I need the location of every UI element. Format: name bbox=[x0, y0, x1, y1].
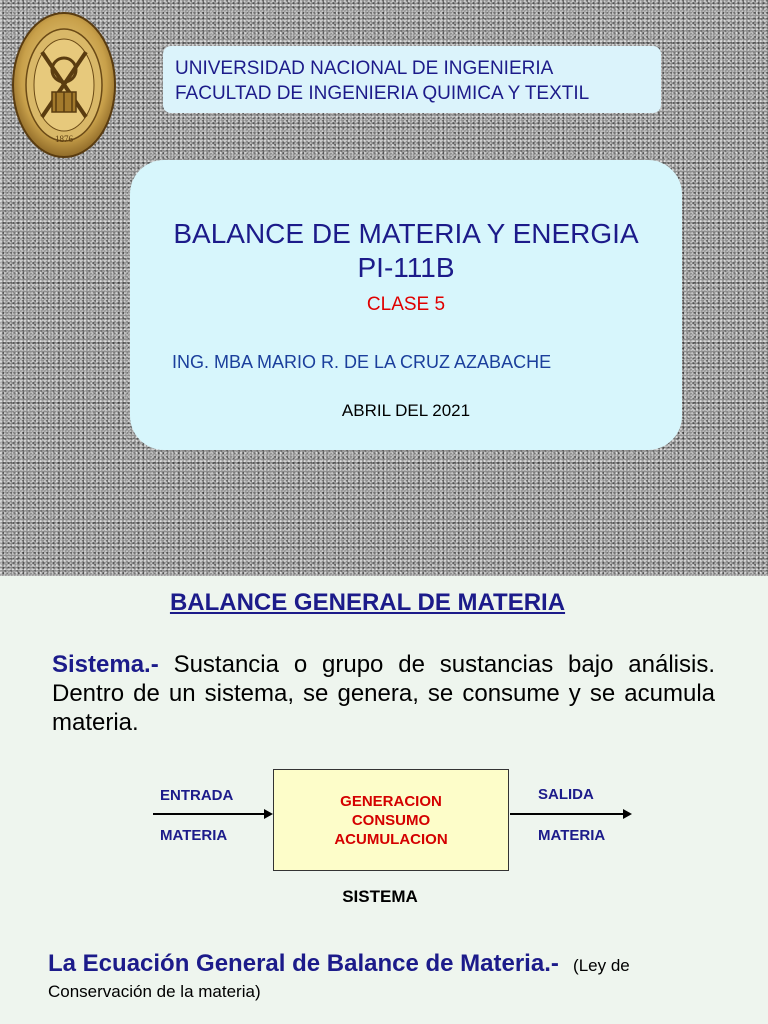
equation-note: (Ley de Conservación de la materia) bbox=[48, 956, 630, 1001]
input-arrow bbox=[153, 813, 271, 815]
teacher-name: ING. MBA MARIO R. DE LA CRUZ AZABACHE bbox=[172, 352, 552, 372]
definition-term: Sistema.- bbox=[52, 651, 159, 678]
university-name: UNIVERSIDAD NACIONAL DE INGENIERIA bbox=[175, 58, 554, 79]
equation-title: La Ecuación General de Balance de Materia.- bbox=[48, 950, 559, 977]
course-code: PI-111B bbox=[357, 252, 455, 283]
session-label: CLASE 5 bbox=[366, 294, 446, 315]
course-info-panel bbox=[130, 160, 682, 450]
system-box bbox=[273, 769, 509, 871]
institution-box bbox=[163, 46, 661, 113]
output-label-top: SALIDA bbox=[538, 786, 594, 803]
input-label-bottom: MATERIA bbox=[160, 827, 228, 844]
course-title: BALANCE DE MATERIA Y ENERGIA bbox=[173, 218, 639, 249]
system-definition bbox=[52, 650, 715, 737]
input-label-top: ENTRADA bbox=[160, 787, 234, 804]
faculty-name: FACULTAD DE INGENIERIA QUIMICA Y TEXTIL bbox=[175, 83, 590, 104]
definition-text: Sustancia o grupo de sustancias bajo análisis. Dentro de un sistema, se genera, se consume y se acumula materia. bbox=[52, 651, 715, 736]
output-label-bottom: MATERIA bbox=[538, 827, 606, 844]
general-equation-heading bbox=[48, 951, 728, 1005]
system-label: SISTEMA bbox=[342, 887, 418, 906]
content-slide bbox=[0, 576, 768, 1024]
box-line-accumulation: ACUMULACION bbox=[334, 830, 448, 848]
output-arrow bbox=[510, 813, 630, 815]
course-date: ABRIL DEL 2021 bbox=[341, 401, 471, 420]
box-line-consumption: CONSUMO bbox=[351, 811, 431, 829]
box-line-generation: GENERACION bbox=[340, 792, 442, 810]
svg-text:1876: 1876 bbox=[55, 134, 73, 144]
university-seal-logo bbox=[12, 12, 116, 158]
slide-title: BALANCE GENERAL DE MATERIA bbox=[169, 589, 566, 616]
